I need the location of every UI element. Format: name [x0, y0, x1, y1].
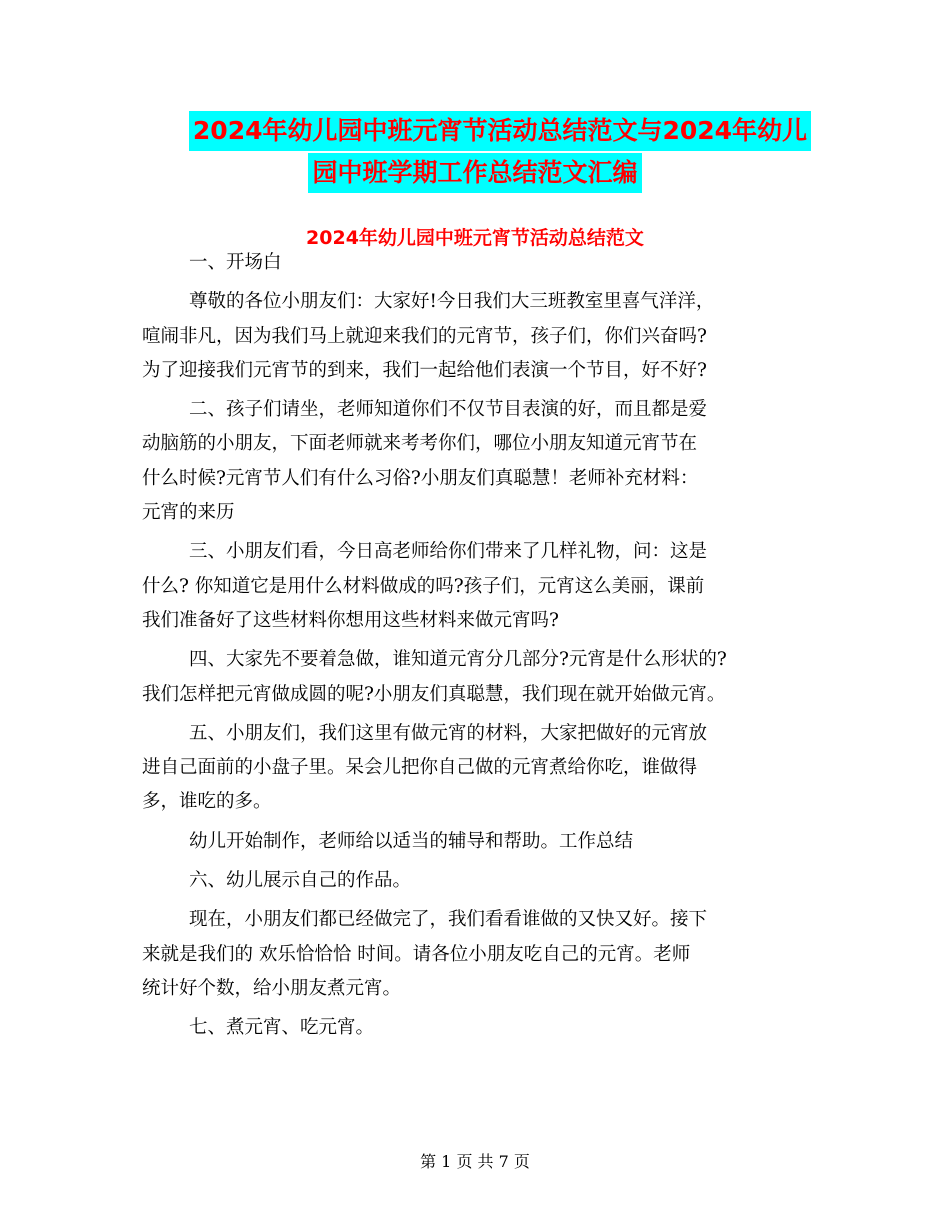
paragraph: 六、幼儿展示自己的作品。: [189, 870, 412, 892]
paragraph: 一、开场白: [189, 252, 282, 273]
paragraph: 现在，小朋友们都已经做完了，我们看看谁做的又快又好。接下: [189, 909, 708, 931]
paragraph: 为了迎接我们元宵节的到来，我们一起给他们表演一个节目，好不好?: [142, 359, 707, 381]
paragraph: 多，谁吃的多。: [142, 791, 272, 813]
section-title: 2024年幼儿园中班元宵节活动总结范文: [306, 227, 644, 249]
title-line-1: 2024年幼儿园中班元宵节活动总结范文与2024年幼儿: [189, 111, 811, 151]
paragraph: 我们准备好了这些材料你想用这些材料来做元宵吗?: [142, 609, 559, 631]
paragraph: 元宵的来历: [142, 502, 235, 524]
document-body: [142, 246, 807, 1046]
paragraph: 进自己面前的小盘子里。呆会儿把你自己做的元宵煮给你吃，谁做得: [142, 757, 698, 779]
paragraph: 三、小朋友们看，今日高老师给你们带来了几样礼物，问：这是: [189, 541, 708, 563]
paragraph: 二、孩子们请坐，老师知道你们不仅节目表演的好，而且都是爱: [189, 399, 708, 421]
paragraph: 什么? 你知道它是用什么材料做成的吗?孩子们，元宵这么美丽，课前: [142, 575, 705, 597]
paragraph: 我们怎样把元宵做成圆的呢?小朋友们真聪慧，我们现在就开始做元宵。: [142, 683, 726, 705]
paragraph: 五、小朋友们，我们这里有做元宵的材料，大家把做好的元宵放: [189, 722, 708, 744]
paragraph: 喧闹非凡，因为我们马上就迎来我们的元宵节，孩子们，你们兴奋吗?: [142, 325, 707, 347]
paragraph: 幼儿开始制作，老师给以适当的辅导和帮助。工作总结: [189, 830, 634, 852]
paragraph: 七、煮元宵、吃元宵。: [189, 1017, 375, 1039]
title-line-2: 园中班学期工作总结范文汇编: [308, 153, 641, 193]
paragraph: 尊敬的各位小朋友们：大家好!今日我们大三班教室里喜气洋洋，: [189, 291, 715, 313]
paragraph: 什么时候?元宵节人们有什么习俗?小朋友们真聪慧！老师补充材料：: [142, 467, 699, 489]
paragraph: 四、大家先不要着急做，谁知道元宵分几部分?元宵是什么形状的?: [189, 649, 727, 671]
paragraph: 来就是我们的 欢乐恰恰恰 时间。请各位小朋友吃自己的元宵。老师: [142, 943, 691, 965]
paragraph: 统计好个数，给小朋友煮元宵。: [142, 977, 402, 999]
page-footer: 第 1 页 共 7 页: [420, 1152, 530, 1171]
document-title: [0, 110, 950, 194]
paragraph: 动脑筋的小朋友，下面老师就来考考你们，哪位小朋友知道元宵节在: [142, 433, 698, 455]
